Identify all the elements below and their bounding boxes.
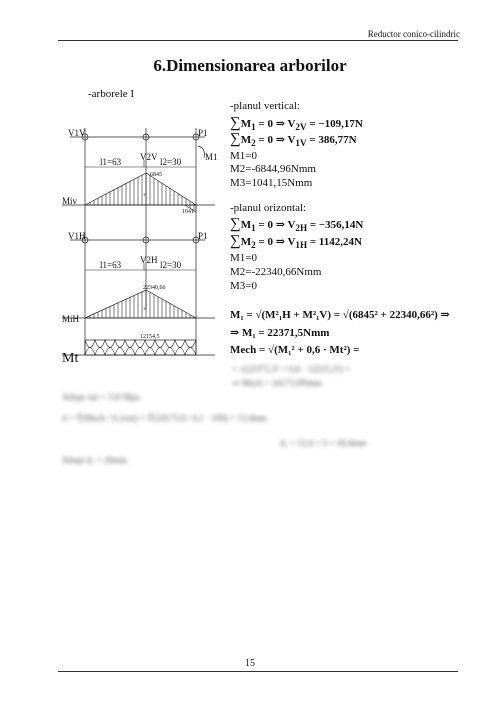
horizontal-eq2: $\sum M_2 = 0$ ⇒ $V_{1H} = 1142,24N$ xyxy=(230,233,362,251)
mt-arcs-top xyxy=(85,340,196,348)
page-number: 15 xyxy=(245,658,255,669)
vertical-eq1: $\sum M_1 = 0$ ⇒ $V_{2V} = -109,17N$ xyxy=(230,115,363,133)
label-l1-h: l1=63 xyxy=(100,260,122,270)
label-mid-h: + xyxy=(143,307,147,313)
moment-arc-icon xyxy=(198,146,204,158)
label-mih: MiH xyxy=(62,314,80,324)
vertical-eq2: $\sum M_2 = 0$ ⇒ $V_{1V} = 386,77N$ xyxy=(230,131,357,149)
label-l2-v: l2=30 xyxy=(160,157,182,167)
resultant-eq3: Mech = √(M₁² + 0,6 · Mt²) = xyxy=(230,344,360,356)
resultant-eq1: M₁ = √(M²₁H + M²₁V) = √(6845² + 22340,66²) ⇒ xyxy=(230,309,450,321)
val-6845: 6845 xyxy=(150,172,162,178)
blurred-eq1: = √(22371,5² + 0,6 · 12215,3²) = xyxy=(232,364,350,374)
blurred-eq5: d₁ = 13,4 + 5 = 18,4mm xyxy=(280,438,367,448)
val-22340: 22340,66 xyxy=(143,285,166,291)
label-v1h: V1H xyxy=(68,231,86,241)
horizontal-m1: M1=0 xyxy=(230,252,257,264)
mih-triangle xyxy=(85,290,196,318)
label-l1-v: l1=63 xyxy=(100,157,122,167)
horizontal-eq1: $\sum M_1 = 0$ ⇒ $V_{2H} = -356,14N$ xyxy=(230,216,364,234)
label-p1h: P1 xyxy=(198,231,208,241)
vertical-m1: M1=0 xyxy=(230,150,257,162)
blurred-eq6: Adopt d₁ = 20mm xyxy=(62,455,127,465)
horizontal-m3: M3=0 xyxy=(230,280,257,292)
label-mid-v: + xyxy=(143,193,147,199)
horizontal-heading: -planul orizontal: xyxy=(230,202,307,214)
label-v2v: V2V xyxy=(140,152,158,162)
vertical-heading: -planul vertical: xyxy=(230,100,300,112)
footer-rule xyxy=(58,671,458,672)
blurred-eq3: Adopt σai = 110 Mpa xyxy=(62,392,140,402)
label-m1: M1 xyxy=(205,152,218,162)
label-mt: Mt xyxy=(62,351,79,366)
subsection-label: -arborele I xyxy=(88,88,135,100)
label-l2-h: l2=30 xyxy=(160,260,182,270)
blurred-eq4: d = ∛(Mech / 0,1σai) = ∛(24173,9 / 0,1 · 100) = 13,4mm xyxy=(62,413,268,423)
label-v2h: V2H xyxy=(140,255,158,265)
horizontal-m2: M2=-22340,66Nmm xyxy=(230,266,322,278)
blurred-eq2: ⇒ Mech = 24173,9Nmm xyxy=(232,378,322,388)
miv-triangle xyxy=(85,173,196,205)
val-12154: 12154,5 xyxy=(140,334,160,340)
label-v1v: V1V xyxy=(68,128,86,138)
label-p1: P1 xyxy=(198,128,208,138)
resultant-eq2: ⇒ M₁ = 22371,5Nmm xyxy=(230,327,330,339)
val-1041: 1041 xyxy=(182,209,194,215)
label-miv: Miv xyxy=(62,196,78,206)
section-title: 6.Dimensionarea arborilor xyxy=(153,56,347,75)
running-header: Reductor conico-cilindric xyxy=(367,29,460,39)
vertical-m3: M3=1041,15Nmm xyxy=(230,177,313,189)
mt-arcs xyxy=(85,348,196,356)
vertical-m2: M2=-6844,96Nmm xyxy=(230,163,316,175)
